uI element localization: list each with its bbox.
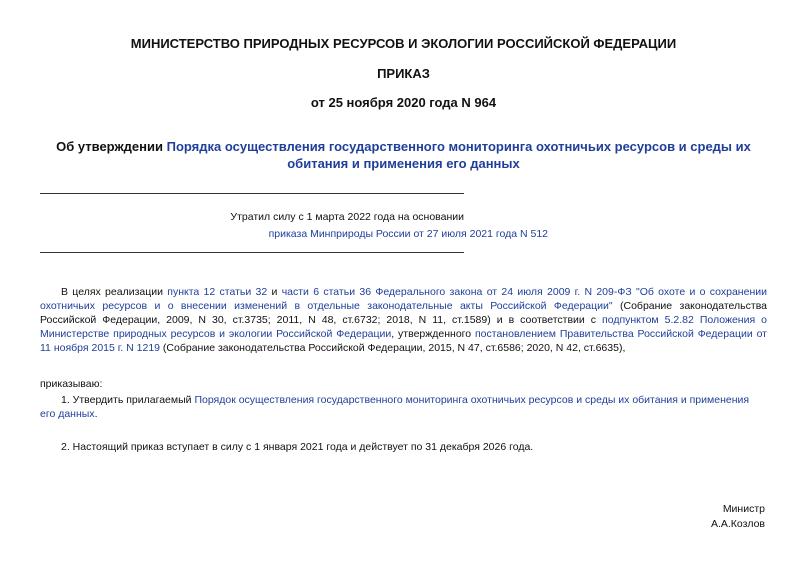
- document-date: от 25 ноября 2020 года N 964: [310, 95, 497, 110]
- ministry-regulation-link[interactable]: подпунктом 5.2.82 Положения о Министерстве природных ресурсов и экологии Российской Федерации: [40, 313, 767, 340]
- document-title-line1: [0, 139, 807, 154]
- title-link-continued[interactable]: обитания и применения его данных: [287, 156, 520, 171]
- preamble-text: В целях реализации: [61, 286, 168, 298]
- title-prefix: Об утверждении: [56, 139, 167, 154]
- preamble-text: (Собрание законодательства Российской Федерации, 2015, N 47, ст.6586; 2020, N 42, ст.6635),: [160, 341, 626, 354]
- title-link[interactable]: Порядка осуществления государственного мониторинга охотничьих ресурсов и среды их: [166, 139, 751, 154]
- item-2-paragraph: 2. Настоящий приказ вступает в силу с 1 января 2021 года и действует по 31 декабря 2026 года.: [61, 441, 534, 453]
- order-word: приказываю:: [40, 378, 103, 390]
- status-note: Утратил силу с 1 марта 2022 года на основании: [230, 211, 464, 223]
- item-1-paragraph: [40, 394, 767, 422]
- preamble-text: и: [267, 286, 282, 298]
- divider-top: [40, 193, 464, 194]
- ministry-heading: МИНИСТЕРСТВО ПРИРОДНЫХ РЕСУРСОВ И ЭКОЛОГИИ РОССИЙСКОЙ ФЕДЕРАЦИИ: [130, 36, 677, 51]
- preamble-text: , утвержденного: [391, 327, 475, 340]
- preamble-paragraph: [40, 286, 767, 356]
- signature-name: А.А.Козлов: [710, 518, 765, 530]
- item-1-text: 1. Утвердить прилагаемый: [61, 394, 195, 406]
- law-article-32-link[interactable]: пункта 12 статьи 32: [167, 286, 268, 298]
- preamble-text: (Собрание законодательства Российской Федерации, 2009, N 30, ст.3735; 2011, N 48, ст.6732; 2018, N 11, ст.1589) и в соответствии с: [40, 299, 767, 326]
- item-1-end: .: [94, 407, 98, 420]
- approved-procedure-link[interactable]: Порядок осуществления государственного мониторинга охотничьих ресурсов и среды их обитания и применения его данных: [40, 394, 750, 420]
- signature-position: Министр: [722, 503, 765, 515]
- divider-bottom: [40, 252, 464, 253]
- document-type: ПРИКАЗ: [377, 66, 430, 81]
- federal-law-209-fz-link[interactable]: части 6 статьи 36 Федерального закона от 24 июля 2009 г. N 209-ФЗ "Об охоте и о сохранении охотничьих ресурсов и о внесении изменений в отдельные законодательные акты Российской Федерации": [40, 286, 767, 312]
- status-note-link[interactable]: приказа Минприроды России от 27 июля 2021 года N 512: [268, 228, 548, 240]
- government-resolution-link[interactable]: постановлением Правительства Российской Федерации от 11 ноября 2015 г. N 1219: [40, 327, 767, 354]
